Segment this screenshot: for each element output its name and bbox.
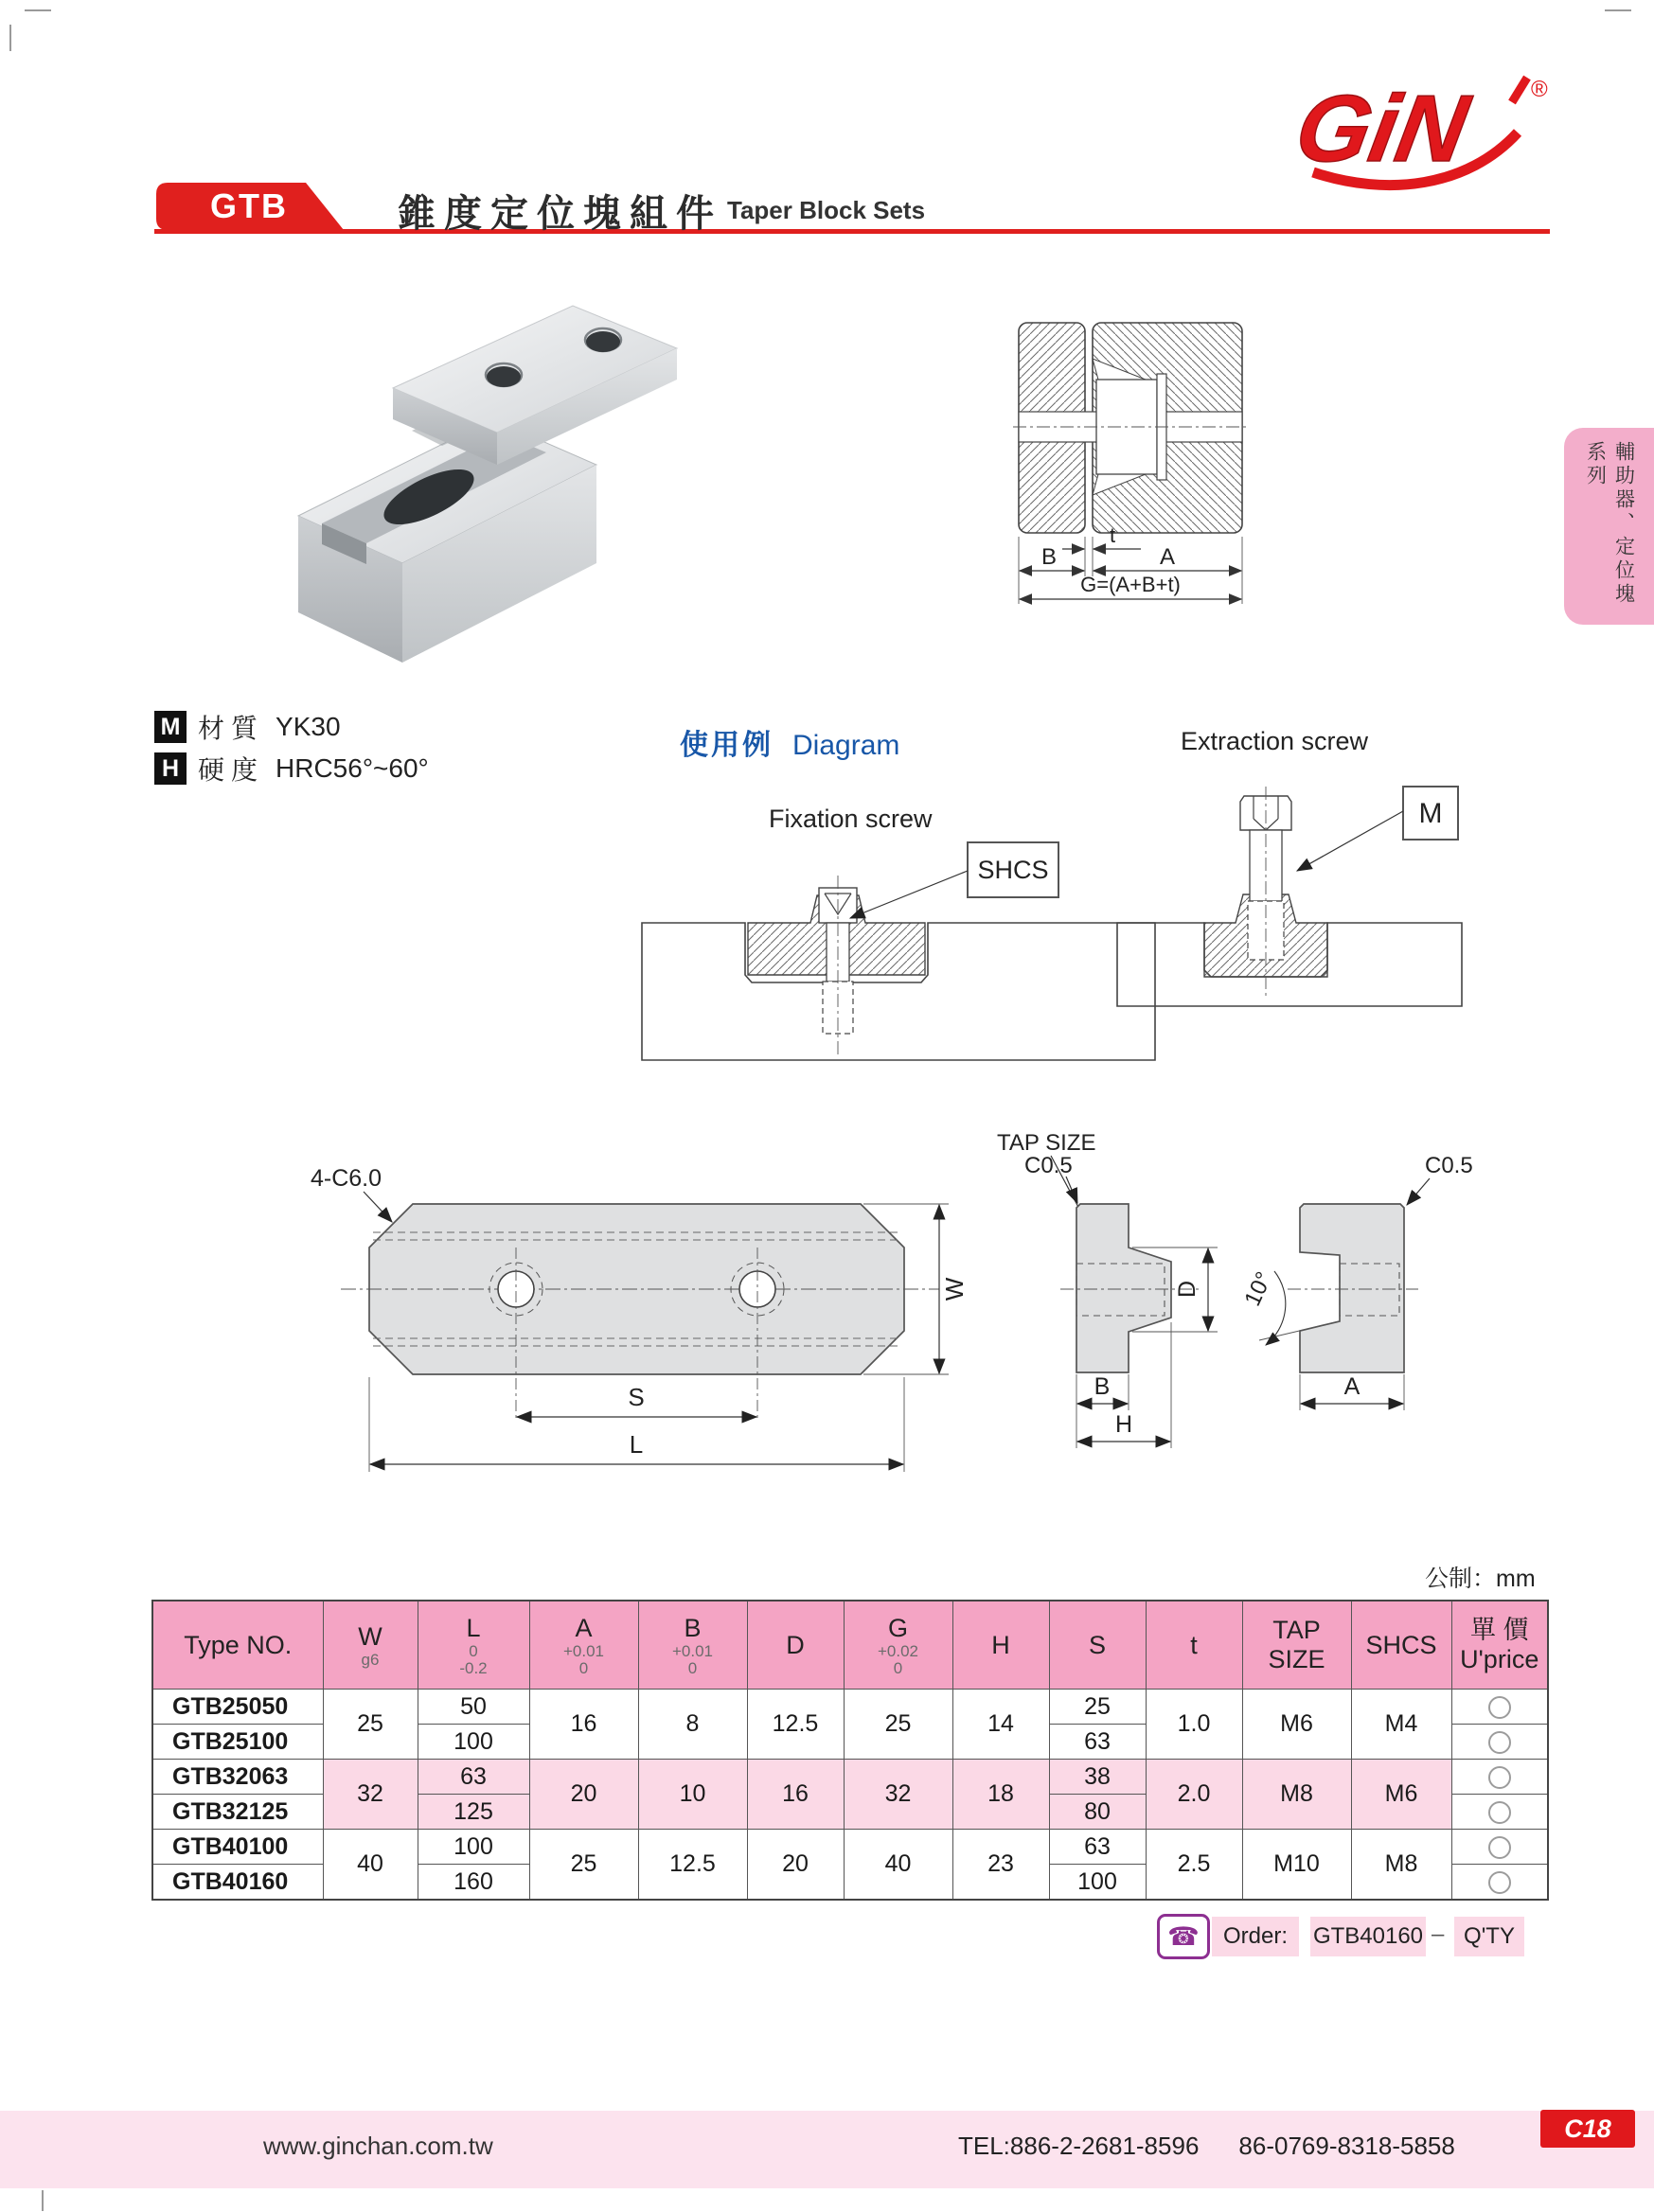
tap-size-cell: M8	[1242, 1760, 1351, 1830]
side-views-drawing	[985, 1122, 1524, 1491]
left-view-outline	[1076, 1204, 1171, 1372]
spec-table-wrap	[151, 1600, 1549, 1901]
s-cell: 80	[1049, 1795, 1146, 1830]
col-header-s: S	[1049, 1601, 1146, 1690]
price-circle	[1488, 1871, 1511, 1894]
a-cell: 25	[529, 1830, 638, 1901]
col-header-shcs: SHCS	[1351, 1601, 1451, 1690]
col-header-h: H	[952, 1601, 1049, 1690]
c05-left-leader	[1066, 1177, 1077, 1203]
d-cell: 16	[747, 1760, 844, 1830]
page-title-en: Taper Block Sets	[727, 196, 926, 224]
chamfer-leader	[364, 1192, 392, 1222]
d-dim-label: D	[1174, 1280, 1200, 1299]
corner-mark	[1605, 9, 1631, 11]
corner-mark	[9, 25, 11, 51]
h-cell: 18	[952, 1760, 1049, 1830]
l-cell: 50	[418, 1690, 529, 1725]
usage-title-zh: 使用例	[680, 730, 774, 761]
order-dash: –	[1432, 1921, 1445, 1947]
col-header-b: B +0.01 0	[638, 1601, 747, 1690]
g-dim-label: G=(A+B+t)	[1080, 573, 1181, 596]
type-no-cell: GTB40160	[152, 1865, 323, 1901]
b-cell: 12.5	[638, 1830, 747, 1901]
h-cell: 23	[952, 1830, 1049, 1901]
product-photo	[270, 279, 696, 681]
tapped-hole	[586, 331, 620, 352]
order-phone-box	[1157, 1914, 1210, 1959]
m-callout-label: M	[1418, 798, 1443, 829]
hardness-label: 硬度	[198, 755, 265, 785]
right-view-outline	[1300, 1204, 1404, 1372]
a-cell: 20	[529, 1760, 638, 1830]
uprice-cell	[1451, 1795, 1548, 1830]
type-no-cell: GTB32063	[152, 1760, 323, 1795]
registered-mark: ®	[1531, 77, 1548, 102]
price-circle	[1488, 1696, 1511, 1719]
g-cell: 40	[844, 1830, 952, 1901]
product-code: GTB	[210, 186, 288, 225]
shcs-leader	[850, 871, 968, 918]
corner-mark	[42, 2190, 44, 2211]
uprice-cell	[1451, 1760, 1548, 1795]
uprice-cell	[1451, 1690, 1548, 1725]
type-no-cell: GTB40100	[152, 1830, 323, 1865]
fixation-diagram	[634, 833, 1165, 1070]
s-cell: 63	[1049, 1830, 1146, 1865]
material-spec	[154, 708, 341, 746]
extraction-diagram	[1110, 781, 1479, 1018]
c05-right-label: C0.5	[1425, 1153, 1473, 1178]
s-cell: 25	[1049, 1690, 1146, 1725]
footer-tel-2: 86-0769-8318-5858	[1238, 2132, 1455, 2160]
spec-table	[151, 1600, 1549, 1901]
c05-right-leader	[1407, 1178, 1430, 1205]
b-cell: 8	[638, 1690, 747, 1760]
order-qty-chip: Q'TY	[1454, 1917, 1524, 1956]
w-cell: 32	[323, 1760, 418, 1830]
footer-website: www.ginchan.com.tw	[263, 2132, 493, 2160]
tap-size-cell: M6	[1242, 1690, 1351, 1760]
section-diagram	[1013, 317, 1250, 611]
plan-view-drawing	[303, 1122, 975, 1491]
col-header-uprice: 單 價 U'price	[1451, 1601, 1548, 1690]
usage-title	[680, 721, 899, 763]
l-cell: 125	[418, 1795, 529, 1830]
brand-logo	[1264, 62, 1557, 200]
t-dim-label: t	[1110, 523, 1116, 547]
h-dim-label: H	[1114, 1411, 1133, 1438]
shcs-callout-label: SHCS	[977, 856, 1049, 884]
table-row	[152, 1690, 1548, 1725]
type-no-cell: GTB25050	[152, 1690, 323, 1725]
header-rule	[154, 229, 1550, 234]
h-cell: 14	[952, 1690, 1049, 1760]
price-circle	[1488, 1731, 1511, 1754]
w-dim-label: W	[940, 1277, 969, 1301]
l-dim-label: L	[629, 1430, 644, 1459]
uprice-cell	[1451, 1865, 1548, 1901]
hardness-value: HRC56°~60°	[276, 753, 429, 783]
w-cell: 40	[323, 1830, 418, 1901]
d-cell: 20	[747, 1830, 844, 1901]
uprice-cell	[1451, 1830, 1548, 1865]
w-cell: 25	[323, 1690, 418, 1760]
s-dim-label: S	[628, 1383, 645, 1411]
l-cell: 100	[418, 1830, 529, 1865]
phone-icon: ☎	[1167, 1921, 1200, 1952]
fixation-screw-label: Fixation screw	[769, 805, 933, 833]
spec-table-body	[152, 1690, 1548, 1901]
footer-telephones	[958, 2132, 1495, 2161]
t-cell: 1.0	[1146, 1690, 1242, 1760]
uprice-cell	[1451, 1725, 1548, 1760]
hardness-badge: H	[154, 752, 187, 785]
material-badge: M	[154, 711, 187, 743]
col-header-l: L 0 -0.2	[418, 1601, 529, 1690]
shcs-cell: M6	[1351, 1760, 1451, 1830]
price-circle	[1488, 1801, 1511, 1824]
col-header-tap-size: TAP SIZE	[1242, 1601, 1351, 1690]
a-cell: 16	[529, 1690, 638, 1760]
a-dim-label: A	[1343, 1373, 1361, 1400]
tapped-hole	[487, 366, 521, 387]
brand-logo-text	[1289, 77, 1478, 182]
s-cell: 63	[1049, 1725, 1146, 1760]
tap-size-cell: M10	[1242, 1830, 1351, 1901]
m-leader	[1297, 811, 1403, 871]
s-cell: 100	[1049, 1865, 1146, 1901]
order-label-chip: Order:	[1212, 1917, 1299, 1956]
table-row	[152, 1830, 1548, 1865]
g-cell: 32	[844, 1760, 952, 1830]
g-cell: 25	[844, 1690, 952, 1760]
extraction-screw-label: Extraction screw	[1181, 727, 1369, 755]
l-cell: 100	[418, 1725, 529, 1760]
angle-label: 10°	[1239, 1267, 1278, 1310]
l-cell: 63	[418, 1760, 529, 1795]
material-label: 材質	[198, 714, 265, 743]
footer-tel-1: TEL:886-2-2681-8596	[958, 2132, 1200, 2160]
shcs-cell: M8	[1351, 1830, 1451, 1901]
tap-size-label: TAP SIZE	[997, 1130, 1096, 1156]
page-title-zh: 錐度定位塊組件	[398, 193, 722, 235]
b-dim-label: B	[1041, 544, 1058, 570]
d-cell: 12.5	[747, 1690, 844, 1760]
table-row	[152, 1760, 1548, 1795]
brand-name: GiN	[1288, 76, 1476, 182]
type-no-cell: GTB25100	[152, 1725, 323, 1760]
hardness-spec	[154, 750, 429, 787]
order-code-chip: GTB40160	[1310, 1917, 1426, 1956]
price-circle	[1488, 1836, 1511, 1859]
chamfer-label: 4-C6.0	[311, 1165, 382, 1192]
shcs-cell: M4	[1351, 1690, 1451, 1760]
units-note: 公制：mm	[1425, 1566, 1536, 1592]
s-cell: 38	[1049, 1760, 1146, 1795]
t-cell: 2.0	[1146, 1760, 1242, 1830]
col-header-type: Type NO.	[152, 1601, 323, 1690]
c05-left-label: C0.5	[1024, 1153, 1073, 1178]
col-header-a: A +0.01 0	[529, 1601, 638, 1690]
series-side-tab-label: 輔助器、定位塊系列	[1584, 441, 1635, 607]
col-header-w: W g6	[323, 1601, 418, 1690]
logo-apostrophe	[1512, 78, 1527, 102]
a-dim-label: A	[1160, 544, 1176, 570]
col-header-t: t	[1146, 1601, 1242, 1690]
corner-mark	[25, 9, 51, 11]
b-cell: 10	[638, 1760, 747, 1830]
col-header-g: G +0.02 0	[844, 1601, 952, 1690]
series-side-tab	[1564, 428, 1654, 625]
price-circle	[1488, 1766, 1511, 1789]
material-value: YK30	[276, 712, 341, 741]
usage-title-en: Diagram	[792, 730, 900, 761]
b-dim-label: B	[1094, 1373, 1111, 1400]
t-cell: 2.5	[1146, 1830, 1242, 1901]
table-header-row	[152, 1601, 1548, 1690]
l-cell: 160	[418, 1865, 529, 1901]
type-no-cell: GTB32125	[152, 1795, 323, 1830]
page-number-badge: C18	[1540, 2110, 1635, 2148]
col-header-d: D	[747, 1601, 844, 1690]
